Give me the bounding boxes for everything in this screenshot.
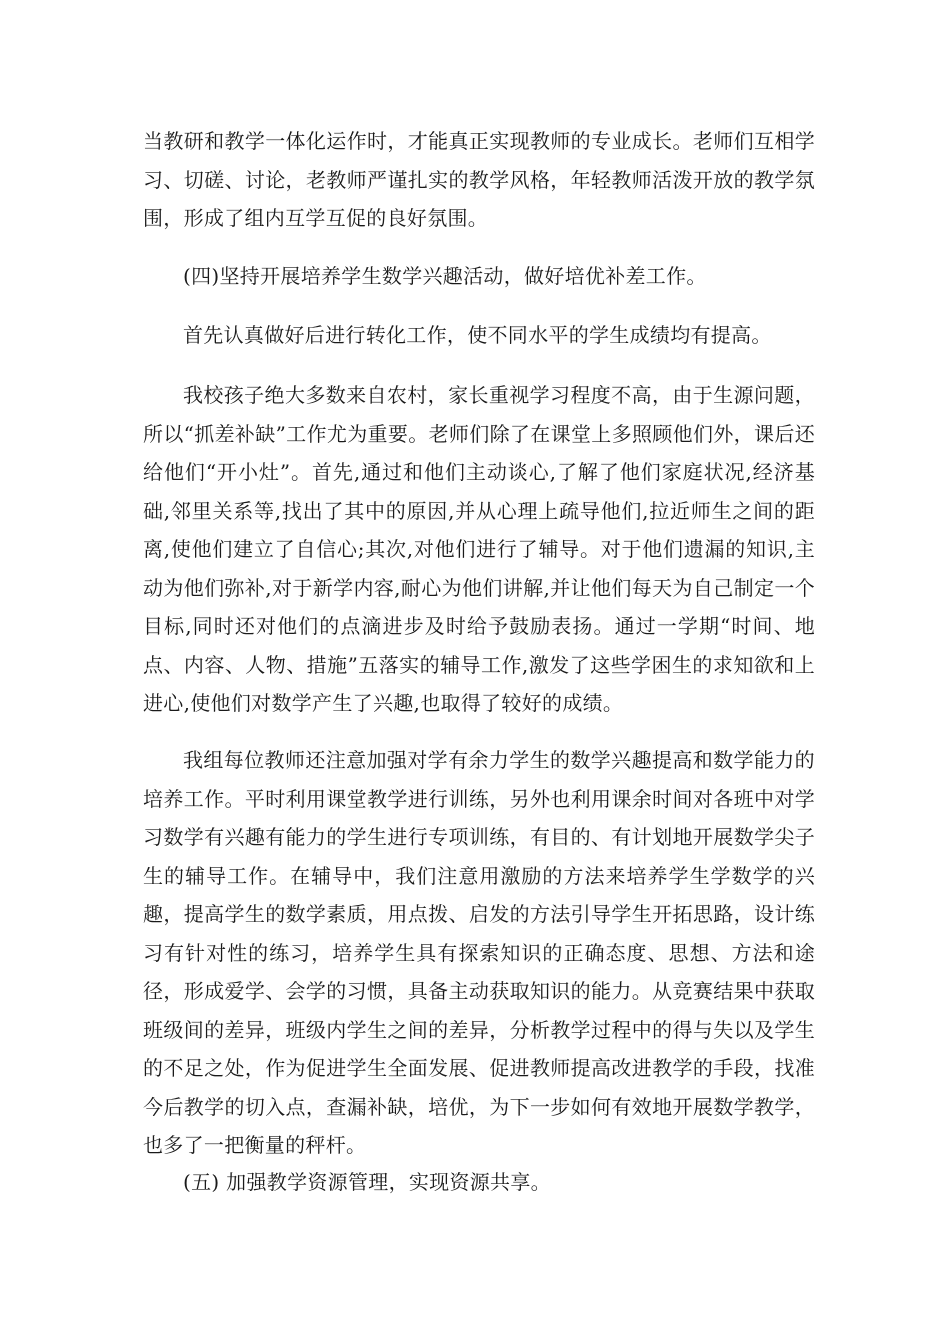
section-heading-four: (四)坚持开展培养学生数学兴趣活动，做好培优补差工作。 [183,264,707,288]
section-heading-five: (五) 加强教学资源管理，实现资源共享。 [183,1170,551,1194]
paragraph-intro: 首先认真做好后进行转化工作，使不同水平的学生成绩均有提高。 [183,323,772,347]
paragraph-continuation: 当教研和教学一体化运作时，才能真正实现教师的专业成长。老师们互相学习、切磋、讨论，老教师严谨扎实的教学风格，年轻教师活泼开放的教学氛围，形成了组内互学互促的良好氛围。 [143,129,815,230]
paragraph-advanced-students: 我组每位教师还注意加强对学有余力学生的数学兴趣提高和数学能力的培养工作。平时利用课堂教学进行训练，另外也利用课余时间对各班中对学习数学有兴趣有能力的学生进行专项训练，有目的、有计划地开展数学尖子生的辅导工作。在辅导中，我们注意用激励的方法来培养学生学数学的兴趣，提高学生的数学素质，用点拨、启发的方法引导学生开拓思路，设计练习有针对性的练习，培养学生具有探索知识的正确态度、思想、方法和途径，形成爱学、会学的习惯，具备主动获取知识的能力。从竞赛结果中获取班级间的差异，班级内学生之间的差异，分析教学过程中的得与失以及学生的不足之处，作为促进学生全面发展、促进教师提高改进教学的手段，找准今后教学的切入点，查漏补缺，培优，为下一步如何有效地开展数学教学，也多了一把衡量的秤杆。 [143,748,815,1157]
paragraph-remedial-tutoring: 我校孩子绝大多数来自农村，家长重视学习程度不高，由于生源问题，所以“抓差补缺”工作尤为重要。老师们除了在课堂上多照顾他们外，课后还给他们“开小灶”。首先,通过和他们主动谈心,了解了他们家庭状况,经济基础,邻里关系等,找出了其中的原因,并从心理上疏导他们,拉近师生之间的距离,使他们建立了自信心;其次,对他们进行了辅导。对于他们遗漏的知识,主动为他们弥补,对于新学内容,耐心为他们讲解,并让他们每天为自己制定一个目标,同时还对他们的点滴进步及时给予鼓励表扬。通过一学期“时间、地点、内容、人物、措施”五落实的辅导工作,激发了这些学困生的求知欲和上进心,使他们对数学产生了兴趣,也取得了较好的成绩。 [143,383,815,715]
